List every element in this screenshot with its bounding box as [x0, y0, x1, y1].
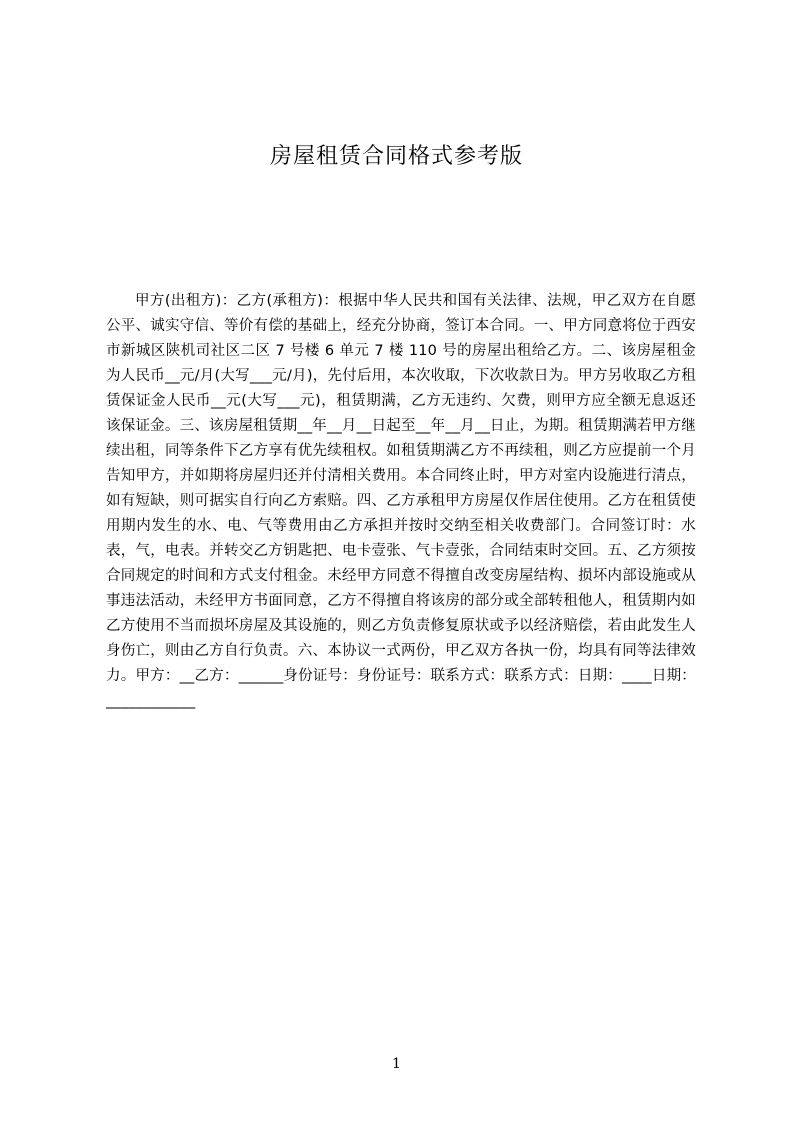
contract-body-paragraph: 甲方(出租方)：乙方(承租方)：根据中华人民共和国有关法律、法规，甲乙双方在自愿公平、诚实守信、等价有偿的基础上，经充分协商，签订本合同。一、甲方同意将位于西安市新城区陕机司社区二区 7 号楼 6 单元 7 楼 110 号的房屋出租给乙方。二、该房屋租金为人民币__元/月(大写___元/月)，先付后用，本次收取，下次收款日为。甲方另收取乙方租赁保证金人民币__元(大写___元)，租赁期满，乙方无违约、欠费，则甲方应全额无息返还该保证金。三、该房屋租赁期__年__月__日起至__年__月__日止，为期。租赁期满若甲方继续出租，同等条件下乙方享有优先续租权。如租赁期满乙方不再续租，则乙方应提前一个月告知甲方，并如期将房屋归还并付清相关费用。本合同终止时，甲方对室内设施进行清点，如有短缺，则可据实自行向乙方索赔。四、乙方承租甲方房屋仅作居住使用。乙方在租赁使用期内发生的水、电、气等费用由乙方承担并按时交纳至相关收费部门。合同签订时：水表，气，电表。并转交乙方钥匙把、电卡壹张、气卡壹张，合同结束时交回。五、乙方须按合同规定的时间和方式支付租金。未经甲方同意不得擅自改变房屋结构、损坏内部设施或从事违法活动，未经甲方书面同意，乙方不得擅自将该房的部分或全部转租他人，租赁期内如乙方使用不当而损坏房屋及其设施的，则乙方负责修复原状或予以经济赔偿，若由此发生人身伤亡，则由乙方自行负责。六、本协议一式两份，甲乙双方各执一份，均具有同等法律效力。甲方：__乙方：______身份证号：身份证号：联系方式：联系方式：日期：____日期：____________: [106, 293, 696, 709]
page-number: 1: [392, 1056, 401, 1072]
document-title: 房屋租赁合同格式参考版: [269, 144, 523, 169]
